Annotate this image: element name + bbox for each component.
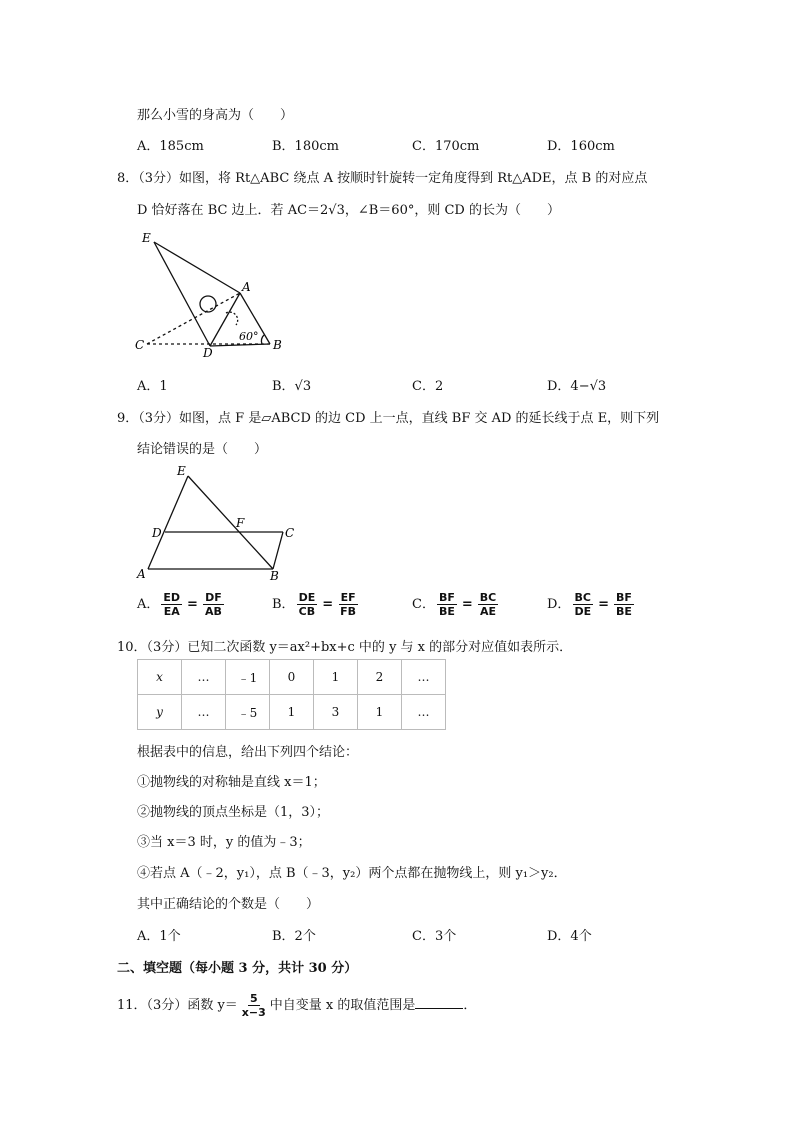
q8-label-d: D: [203, 346, 213, 360]
q8-option-c: C．2: [412, 379, 444, 394]
q10-conclusion-1: ①抛物线的对称轴是直线 x＝1；: [137, 775, 326, 790]
q8-stem-line2: D 恰好落在 BC 边上．若 AC＝2√3，∠B＝60°，则 CD 的长为（ ）: [137, 203, 560, 218]
q11-answer-blank[interactable]: [415, 996, 463, 1009]
q11-stem: 11．（3分）函数 y＝ $\frac{5}{x-3}$ 中自变量 x 的取值范围是 ．: [117, 992, 477, 1019]
q8-label-b: B: [273, 338, 282, 352]
table-cell: …: [182, 695, 226, 730]
q9-option-c: C． $\frac{BF}{BE}$ = $\frac{BC}{AE}$: [412, 591, 497, 618]
q7-option-a: A．185cm: [137, 139, 204, 154]
q8-option-b: B．√3: [272, 379, 312, 394]
q10-conclusion-2: ②抛物线的顶点坐标是（1，3）；: [137, 805, 330, 820]
q10-option-c: C．3个: [412, 929, 457, 944]
q7-option-c: C．170cm: [412, 139, 480, 154]
q9-option-d: D． $\frac{BC}{DE}$ = $\frac{BF}{BE}$: [547, 591, 632, 618]
q9-label-c: C: [285, 526, 295, 540]
q9-label-d: D: [152, 526, 162, 540]
q10-option-a: A．1个: [137, 929, 181, 944]
table-cell: 0: [270, 660, 314, 695]
q9-stem-line2: 结论错误的是（ ）: [137, 442, 268, 457]
table-cell: 1: [270, 695, 314, 730]
q8-option-a: A．1: [137, 379, 168, 394]
table-cell: …: [402, 695, 446, 730]
table-cell: 1: [314, 660, 358, 695]
q9-label-f: F: [236, 516, 245, 530]
q10-intro: 根据表中的信息，给出下列四个结论：: [137, 745, 359, 760]
q9-stem-line1: 9．（3分）如图，点 F 是▱ABCD 的边 CD 上一点，直线 BF 交 AD 的延长线于点 E，则下列: [117, 411, 660, 426]
q8-label-a: A: [242, 280, 251, 294]
table-cell: 3: [314, 695, 358, 730]
table-cell: x: [138, 660, 182, 695]
table-cell: …: [182, 660, 226, 695]
q7-option-b: B．180cm: [272, 139, 339, 154]
q10-conclusion-4: ④若点 A（﹣2，y₁），点 B（﹣3，y₂）两个点都在抛物线上，则 y₁＞y₂．: [137, 866, 567, 881]
table-cell: ﹣5: [226, 695, 270, 730]
table-cell: 1: [358, 695, 402, 730]
q9-option-a: A． $\frac{ED}{EA}$ = $\frac{DF}{AB}$: [137, 591, 222, 618]
table-cell: y: [138, 695, 182, 730]
section-heading: 二、填空题（每小题 3 分，共计 30 分）: [117, 961, 358, 976]
table-row: [138, 695, 446, 730]
q7-option-d: D．160cm: [547, 139, 615, 154]
table-row: [138, 660, 446, 695]
q10-stem: 10．（3分）已知二次函数 y＝ax²+bx+c 中的 y 与 x 的部分对应值如表所示．: [117, 640, 573, 655]
q8-angle-label: 60°: [239, 330, 259, 343]
q10-value-table: [137, 659, 446, 730]
table-cell: ﹣1: [226, 660, 270, 695]
q7-stem-tail: 那么小雪的身高为（ ）: [137, 108, 294, 123]
q10-question: 其中正确结论的个数是（ ）: [137, 897, 320, 912]
q8-label-c: C: [135, 338, 145, 352]
q9-option-b: B． $\frac{DE}{CB}$ = $\frac{EF}{FB}$: [272, 591, 357, 618]
table-cell: …: [402, 660, 446, 695]
q9-label-e: E: [177, 464, 186, 478]
q10-option-d: D．4个: [547, 929, 592, 944]
q10-option-b: B．2个: [272, 929, 316, 944]
q9-label-b: B: [270, 569, 279, 583]
q9-figure: [130, 462, 305, 584]
q8-label-e: E: [142, 231, 151, 245]
q9-label-a: A: [137, 567, 146, 581]
table-cell: 2: [358, 660, 402, 695]
q8-figure: [130, 225, 300, 360]
q8-option-d: D．4−√3: [547, 379, 607, 394]
q10-conclusion-3: ③当 x＝3 时，y 的值为﹣3；: [137, 835, 311, 850]
q8-stem-line1: 8．（3分）如图，将 Rt△ABC 绕点 A 按顺时针旋转一定角度得到 Rt△ADE，点 B 的对应点: [117, 171, 648, 186]
